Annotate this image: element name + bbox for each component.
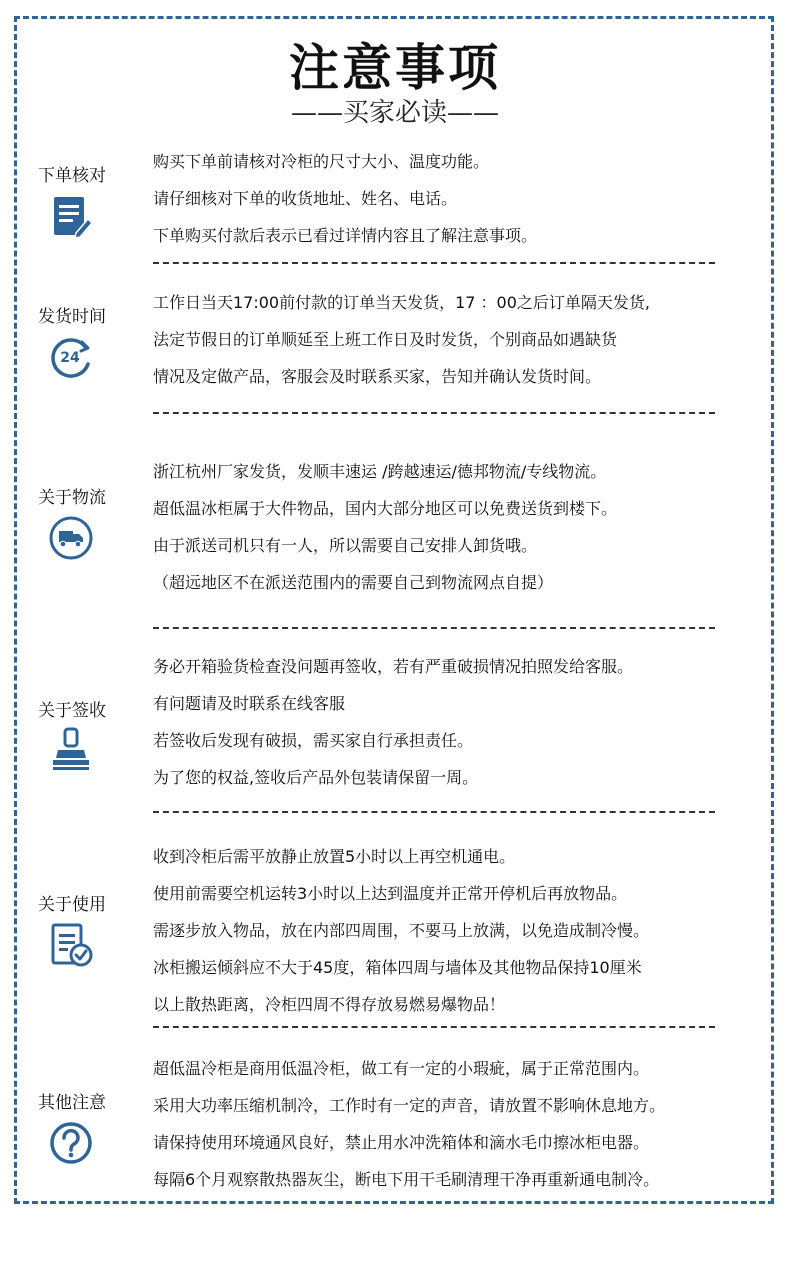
section-text [153, 648, 773, 796]
stamp-icon [48, 726, 94, 772]
text-line: 使用前需要空机运转3小时以上达到温度并正常开停机后再放物品。 [153, 884, 628, 903]
text-line: 请保持使用环境通风良好，禁止用水冲洗箱体和滴水毛巾擦冰柜电器。 [153, 1133, 650, 1152]
text-line: 冰柜搬运倾斜应不大于45度，箱体四周与墙体及其他物品保持10厘米 [153, 958, 642, 977]
text-line: 需逐步放入物品，放在内部四周围，不要马上放满，以免造成制冷慢。 [153, 921, 650, 940]
section-text [153, 838, 773, 1023]
text-line: 有问题请及时联系在线客服 [153, 694, 346, 713]
section-text [153, 143, 773, 254]
text-line: （超远地区不在派送范围内的需要自己到物流网点自提） [153, 573, 554, 592]
checked-document-icon [48, 922, 94, 968]
text-line: 请仔细核对下单的收货地址、姓名、电话。 [153, 189, 458, 208]
section-label: 关于使用 [38, 895, 106, 915]
text-line: 浙江杭州厂家发货，发顺丰速运 /跨越速运/德邦物流/专线物流。 [153, 462, 607, 481]
order-list-icon [48, 193, 94, 239]
page-subtitle: ——买家必读—— [290, 98, 499, 128]
text-line: 为了您的权益,签收后产品外包装请保留一周。 [153, 768, 479, 787]
delivery-truck-icon [48, 515, 94, 561]
section-text [153, 284, 773, 395]
section-text [153, 1050, 773, 1198]
text-line: 若签收后发现有破损，需买家自行承担责任。 [153, 731, 474, 750]
text-line: 下单购买付款后表示已看过详情内容且了解注意事项。 [153, 226, 538, 245]
text-line: 务必开箱验货检查没问题再签收，若有严重破损情况拍照发给客服。 [153, 657, 634, 676]
section-label: 关于物流 [38, 488, 106, 508]
text-line: 超低温冰柜属于大件物品，国内大部分地区可以免费送货到楼下。 [153, 499, 618, 518]
text-line: 工作日当天17:00前付款的订单当天发货，17 ：00之后订单隔天发货, [153, 293, 651, 312]
24-hour-icon [48, 334, 94, 380]
text-line: 法定节假日的订单顺延至上班工作日及时发货，个别商品如遇缺货 [153, 330, 618, 349]
text-line: 购买下单前请核对冷柜的尺寸大小、温度功能。 [153, 152, 490, 171]
page-title: 注意事项 [289, 39, 501, 97]
text-line: 采用大功率压缩机制冷，工作时有一定的声音，请放置不影响休息地方。 [153, 1096, 666, 1115]
section-text [153, 453, 773, 601]
section-divider [153, 262, 715, 264]
svg-text:24: 24 [60, 350, 80, 366]
text-line: 超低温冷柜是商用低温冷柜，做工有一定的小瑕疵，属于正常范围内。 [153, 1059, 650, 1078]
section-divider [153, 811, 715, 813]
text-line: 由于派送司机只有一人，所以需要自己安排人卸货哦。 [153, 536, 538, 555]
question-icon [48, 1120, 94, 1166]
section-divider [153, 1026, 715, 1028]
section-divider [153, 627, 715, 629]
text-line: 以上散热距离，冷柜四周不得存放易燃易爆物品！ [153, 995, 506, 1014]
section-label: 下单核对 [38, 166, 106, 186]
text-line: 每隔6个月观察散热器灰尘，断电下用干毛刷清理干净再重新通电制冷。 [153, 1170, 660, 1189]
text-line: 情况及定做产品，客服会及时联系买家，告知并确认发货时间。 [153, 367, 602, 386]
section-label: 其他注意 [38, 1093, 106, 1113]
section-label: 发货时间 [38, 307, 106, 327]
section-divider [153, 412, 715, 414]
section-label: 关于签收 [38, 701, 106, 721]
text-line: 收到冷柜后需平放静止放置5小时以上再空机通电。 [153, 847, 516, 866]
